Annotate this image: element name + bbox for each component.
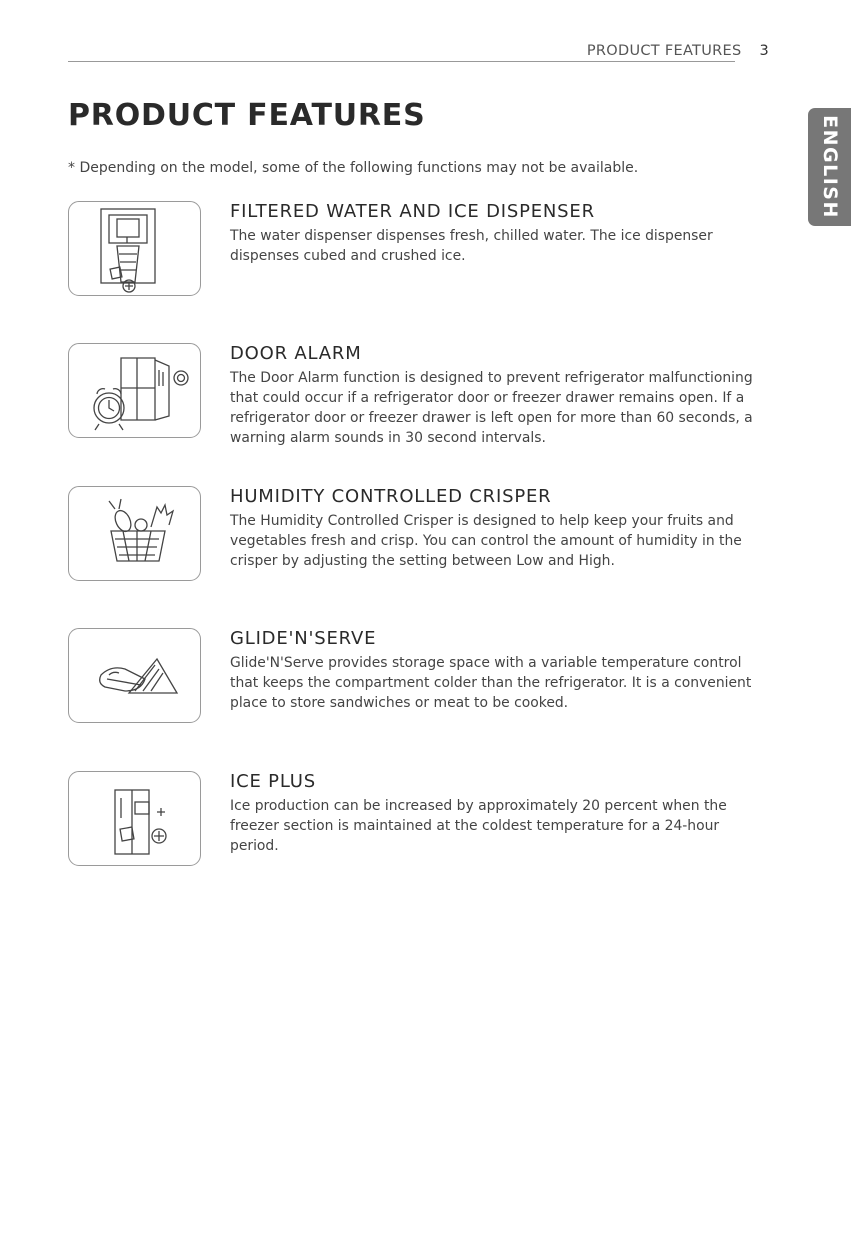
feature-title: DOOR ALARM xyxy=(230,343,362,364)
language-tab-label: ENGLISH xyxy=(818,115,841,219)
running-header-section: PRODUCT FEATURES xyxy=(586,43,742,59)
sandwich-icon xyxy=(68,628,201,723)
feature-description: The Door Alarm function is designed to prevent refrigerator malfunctioning that could occur if a refrigerator door or freezer drawer remains open. If a refrigerator door or freezer drawer is left open for more than 60 seconds, a warning alarm sounds in 30 second intervals. xyxy=(230,370,753,446)
availability-note: * Depending on the model, some of the following functions may not be available. xyxy=(68,160,639,176)
ice-plus-icon xyxy=(68,771,201,866)
running-header xyxy=(587,43,769,59)
door-alarm-icon xyxy=(68,343,201,438)
water-dispenser-icon xyxy=(68,201,201,296)
vegetable-basket-icon xyxy=(68,486,201,581)
feature-description: The Humidity Controlled Crisper is designed to help keep your fruits and vegetables fresh and crisp. You can control the amount of humidity in the crisper by adjusting the setting between Low and High. xyxy=(230,513,742,569)
page-title: PRODUCT FEATURES xyxy=(68,98,426,133)
feature-title: GLIDE'N'SERVE xyxy=(230,628,377,649)
feature-description: Ice production can be increased by approximately 20 percent when the freezer section is maintained at the coldest temperature for a 24-hour period. xyxy=(230,798,727,854)
feature-title: ICE PLUS xyxy=(230,771,316,792)
header-rule xyxy=(68,61,735,62)
feature-description: The water dispenser dispenses fresh, chilled water. The ice dispenser dispenses cubed and crushed ice. xyxy=(230,228,713,264)
feature-title: FILTERED WATER AND ICE DISPENSER xyxy=(230,201,595,222)
page-number: 3 xyxy=(759,43,769,59)
feature-description: Glide'N'Serve provides storage space with a variable temperature control that keeps the compartment colder than the refrigerator. It is a convenient place to store sandwiches or meat to be cooked. xyxy=(230,655,752,711)
language-tab xyxy=(808,108,851,226)
feature-title: HUMIDITY CONTROLLED CRISPER xyxy=(230,486,552,507)
